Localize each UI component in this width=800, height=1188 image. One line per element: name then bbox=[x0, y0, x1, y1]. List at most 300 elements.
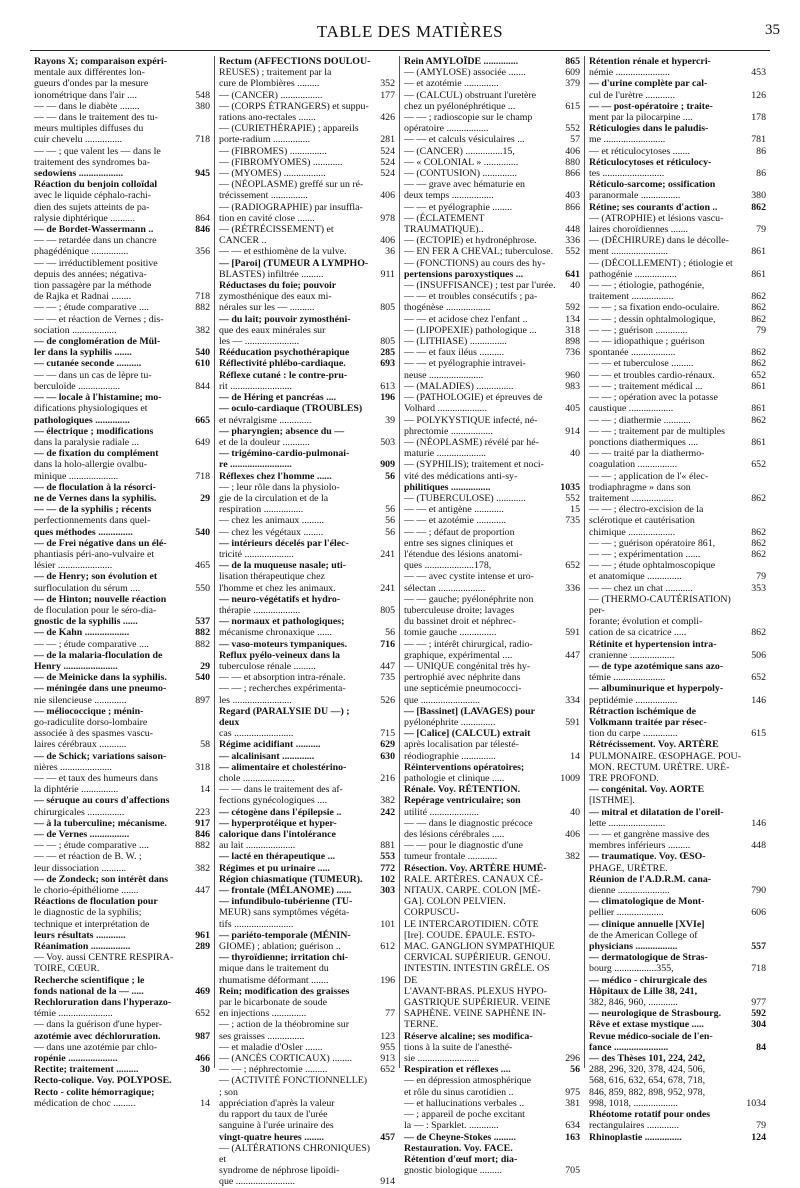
index-entry bbox=[589, 1008, 766, 1019]
index-entry-text: — (AMYLOSE) associée ....... bbox=[404, 67, 526, 79]
index-entry-text: du rapport du taux de l'urée bbox=[219, 1109, 328, 1121]
index-entry bbox=[219, 112, 395, 123]
index-entry-text: appréciation d'après la valeur bbox=[219, 1097, 335, 1109]
index-entry-text: vingt-quatre heures ........ bbox=[219, 1131, 324, 1143]
index-entry-text: porte-radium ............... bbox=[219, 134, 311, 146]
index-entry-text: et rôle du sinus carotidien .. bbox=[404, 1086, 514, 1098]
index-entry-text: — de conglomération de Mül- bbox=[34, 336, 161, 348]
index-entry-page: 1034 bbox=[746, 1097, 766, 1109]
index-entry-page: 715 bbox=[380, 728, 395, 740]
index-entry-text: tion passagère par la méthode bbox=[34, 280, 152, 292]
index-entry-text: — vaso-moteurs tympaniques. bbox=[219, 638, 348, 650]
index-entry-text: — de la malaria-floculation de bbox=[34, 649, 163, 661]
index-entry-text: chole ..................... bbox=[219, 773, 295, 784]
index-entry-text: que ........................ bbox=[219, 1176, 295, 1188]
index-entry-page: 30 bbox=[200, 1064, 210, 1076]
index-entry-page: 862 bbox=[751, 492, 766, 504]
index-entry-page: 693 bbox=[380, 358, 395, 370]
index-entry-page: 303 bbox=[380, 885, 395, 897]
index-entry-text: 382, 846, 960, ............ bbox=[589, 997, 678, 1009]
index-entry-page: 296 bbox=[565, 1053, 580, 1065]
index-entry-text: Réanimation ................ bbox=[34, 941, 131, 953]
index-entry-page: 641 bbox=[565, 268, 580, 280]
index-entry-page: 405 bbox=[565, 403, 580, 415]
index-entry-page: 612 bbox=[380, 941, 395, 953]
index-entry-page: 403 bbox=[565, 190, 580, 202]
index-entry bbox=[34, 415, 210, 426]
index-entry-text: paranormale ................ bbox=[589, 190, 681, 202]
index-entry-page: 14 bbox=[200, 784, 210, 796]
index-entry bbox=[404, 448, 580, 459]
index-entry-page: 40 bbox=[570, 448, 580, 460]
index-entry bbox=[34, 583, 210, 594]
index-entry-text: par le bicarbonate de soude bbox=[219, 997, 328, 1009]
index-entry bbox=[34, 179, 210, 190]
index-entry bbox=[34, 885, 210, 896]
index-entry-page: 448 bbox=[751, 840, 766, 852]
index-entry bbox=[589, 179, 766, 190]
index-entry-page: 123 bbox=[380, 1030, 395, 1042]
index-entry-page: 126 bbox=[751, 89, 766, 101]
index-entry bbox=[589, 930, 766, 941]
index-entry bbox=[589, 112, 766, 123]
index-entry-text: — — dans le diabète ........ bbox=[34, 100, 140, 112]
index-entry-page: 506 bbox=[751, 649, 766, 661]
index-entry-text: Réticulocytoses et réticulocy- bbox=[589, 156, 712, 168]
index-entry-text: nie silencieuse ............. bbox=[34, 694, 127, 706]
index-entry-text: respiration ................ bbox=[219, 504, 304, 516]
index-entry bbox=[404, 101, 580, 112]
index-entry-page: 960 bbox=[565, 369, 580, 381]
index-entry-text: — — irréductiblement positive bbox=[34, 257, 158, 269]
index-entry-text: — (LITHIASE) ............... bbox=[404, 336, 507, 348]
index-entry-page: 285 bbox=[380, 347, 395, 359]
index-entry bbox=[589, 616, 766, 627]
index-entry bbox=[404, 269, 580, 280]
index-entry bbox=[589, 896, 766, 907]
index-entry-page: 914 bbox=[380, 1176, 395, 1188]
index-entry-text: des lésions cérébrales ..... bbox=[404, 829, 505, 841]
index-entry-text: BLASTES) infiltrée ......... bbox=[219, 268, 324, 280]
index-entry bbox=[589, 325, 766, 336]
index-entry-text: — — ; guérison opératoire 861, bbox=[589, 537, 716, 549]
index-entry-text: — — chez un chat ........... bbox=[589, 582, 693, 594]
index-entry-text: Regard (PARALYSIE DU —) ; deux bbox=[219, 705, 350, 728]
index-entry-text: pathologiques .............. bbox=[34, 414, 130, 426]
index-entry-text: azotémie avec déchloruration. bbox=[34, 1030, 161, 1042]
index-entry-text: vité des médications anti-sy- bbox=[404, 470, 518, 482]
index-entry bbox=[404, 112, 580, 123]
index-entry bbox=[219, 325, 395, 336]
index-entry bbox=[34, 952, 210, 963]
index-entry-page: 36 bbox=[385, 246, 395, 258]
index-entry bbox=[219, 919, 395, 930]
index-entry-text: — — ; traitement par de multiples bbox=[589, 425, 726, 437]
index-entry-text: Réflectivité phlébo-cardiaque. bbox=[219, 358, 346, 370]
index-entry-text: GIOME) ; ablation; guérison .. bbox=[219, 941, 341, 953]
index-entry-page: 382 bbox=[380, 795, 395, 807]
index-entry-text: — médico - chirurgicale des bbox=[589, 974, 707, 986]
index-entry bbox=[219, 571, 395, 582]
index-entry-page: 881 bbox=[380, 840, 395, 852]
index-entry-page: 592 bbox=[565, 302, 580, 314]
index-entry bbox=[219, 269, 395, 280]
index-entry bbox=[219, 493, 395, 504]
index-entry-text: — alcalinisant ............. bbox=[219, 750, 315, 762]
index-entry bbox=[34, 930, 210, 941]
index-entry-text: deux temps ................. bbox=[404, 190, 494, 202]
index-entry-text: — [Bassinet] (LAVAGES) pour bbox=[404, 705, 536, 717]
index-entry-text: spontanée .................. bbox=[589, 347, 676, 359]
index-entry bbox=[219, 381, 395, 392]
index-entry bbox=[589, 246, 766, 257]
index-entry-text: 568, 616, 632, 654, 678, 718, bbox=[589, 1075, 706, 1087]
index-entry bbox=[404, 538, 580, 549]
index-entry bbox=[404, 358, 580, 369]
index-entry-text: calorique dans l'intolérance bbox=[219, 829, 336, 841]
index-entry bbox=[34, 683, 210, 694]
index-entry-text: — mitral et dilatation de l'oreil- bbox=[589, 806, 724, 818]
index-entry bbox=[589, 784, 766, 795]
index-entry bbox=[589, 717, 766, 728]
index-entry-page: 503 bbox=[380, 436, 395, 448]
index-entry bbox=[404, 739, 580, 750]
index-entry-text: coagulation ................ bbox=[589, 459, 678, 471]
index-entry-page: 524 bbox=[380, 168, 395, 180]
index-entry-text: ses graisses ............... bbox=[219, 1030, 305, 1042]
index-entry bbox=[219, 291, 395, 302]
index-entry-page: 79 bbox=[756, 224, 766, 236]
index-entry bbox=[219, 627, 395, 638]
index-entry bbox=[404, 280, 580, 291]
index-entry-text: — de Cheyne-Stokes ......... bbox=[404, 1131, 516, 1143]
index-entry-page: 862 bbox=[751, 291, 766, 303]
index-entry bbox=[219, 896, 395, 907]
index-entry-text: — (MYOMES) ................. bbox=[219, 168, 326, 180]
index-entry bbox=[34, 381, 210, 392]
index-entry-text: sélectan ................... bbox=[404, 582, 486, 594]
index-entry-text: — (CURIETHÉRAPIE) ; appareils bbox=[219, 123, 359, 135]
index-entry bbox=[34, 314, 210, 325]
index-entry bbox=[219, 336, 395, 347]
index-entry-page: 29 bbox=[200, 492, 210, 504]
index-entry bbox=[404, 627, 580, 638]
index-entry bbox=[219, 751, 395, 762]
index-entry-text: fections gynécologiques .... bbox=[219, 795, 328, 807]
index-entry-text: — séruque au cours d'affections bbox=[34, 795, 170, 807]
index-entry bbox=[34, 504, 210, 515]
index-entry-text: — — ; étude ophtalmoscopique bbox=[589, 560, 716, 572]
index-entry bbox=[404, 1143, 580, 1154]
index-entry bbox=[34, 571, 210, 582]
index-entry-text: — (ECTOPIE) et hydronéphrose. bbox=[404, 235, 537, 247]
index-entry bbox=[404, 840, 580, 851]
index-entry bbox=[34, 1053, 210, 1064]
index-entry bbox=[404, 1031, 580, 1042]
index-entry-page: 426 bbox=[380, 112, 395, 124]
index-entry bbox=[404, 527, 580, 538]
index-entry-text: cranienne .................. bbox=[589, 649, 675, 661]
index-entry-page: 57 bbox=[570, 134, 580, 146]
index-entry-page: 790 bbox=[751, 885, 766, 897]
index-entry-text: — — ; recherches expérimenta- bbox=[219, 683, 346, 695]
index-entry-text: phagédénique ............... bbox=[34, 246, 129, 258]
index-entry-text: au lait .................... bbox=[219, 840, 296, 852]
index-entry-page: 705 bbox=[565, 1165, 580, 1177]
index-entry-text: — lacté en thérapeutique ... bbox=[219, 851, 336, 863]
index-entry-text: — — ; radioscopie sur le champ bbox=[404, 112, 533, 124]
index-entry bbox=[404, 560, 580, 571]
index-entry bbox=[404, 751, 580, 762]
index-entry bbox=[219, 616, 395, 627]
index-entry bbox=[589, 504, 766, 515]
index-entry-page: 406 bbox=[380, 235, 395, 247]
index-entry bbox=[589, 302, 766, 313]
index-entry-text: leurs résultats ............ bbox=[34, 929, 126, 941]
index-entry bbox=[219, 224, 395, 246]
index-entry bbox=[34, 851, 210, 862]
index-entry-text: rectangulaires ............. bbox=[589, 1120, 679, 1132]
index-entry bbox=[219, 403, 395, 414]
index-entry bbox=[34, 426, 210, 437]
index-entry-page: 987 bbox=[195, 1030, 210, 1042]
index-entry-text: — — avec cystite intense et uro- bbox=[404, 571, 534, 583]
index-entry-text: — — ; dessin ophtalmologique, bbox=[589, 313, 716, 325]
index-entry-text: médication de choc ......... bbox=[34, 1097, 136, 1109]
index-entry bbox=[404, 258, 580, 269]
index-entry-text: [Ire]. COUDE. ÉPAULE. ESTO- bbox=[404, 929, 536, 941]
index-entry bbox=[589, 975, 766, 986]
index-entry-text: rit ......................... bbox=[219, 380, 292, 392]
index-entry bbox=[589, 527, 766, 538]
index-entry-text: — (ALTÉRATIONS CHRONIQUES) et bbox=[219, 1142, 371, 1165]
index-entry-text: une septicémie pneumococci- bbox=[404, 683, 522, 695]
index-entry-text: ralysie diphtérique .......... bbox=[34, 212, 135, 224]
index-entry bbox=[219, 1176, 395, 1187]
index-entry-text: — — et acidose chez l'enfant .. bbox=[404, 313, 528, 325]
index-entry-text: — normaux et pathologiques; bbox=[219, 616, 345, 628]
index-entry bbox=[219, 168, 395, 179]
index-entry bbox=[34, 358, 210, 369]
index-entry bbox=[404, 336, 580, 347]
index-entry-text: — de Héring et pancréas .... bbox=[219, 392, 337, 404]
index-entry-text: — (ANCÈS CORTICAUX) ........ bbox=[219, 1053, 352, 1065]
index-entry bbox=[34, 224, 210, 235]
index-entry bbox=[404, 202, 580, 213]
index-entry-text: Repérage ventriculaire; son bbox=[404, 795, 521, 807]
index-entry bbox=[219, 560, 395, 571]
index-entry-text: Rénale. Voy. RÉTENTION. bbox=[404, 784, 521, 796]
index-entry-page: 223 bbox=[195, 806, 210, 818]
index-entry-text: gie de la circulation et de la bbox=[219, 492, 329, 504]
index-entry bbox=[34, 538, 210, 549]
index-entry bbox=[589, 829, 766, 840]
index-entry bbox=[404, 493, 580, 504]
index-entry-text: surfloculation du sérum .... bbox=[34, 582, 141, 594]
index-entry bbox=[404, 1053, 580, 1064]
index-entry bbox=[219, 370, 395, 381]
index-entry-text: — pariéto-temporale (MÉNIN- bbox=[219, 929, 351, 941]
index-entry-page: 552 bbox=[565, 492, 580, 504]
index-entry bbox=[34, 706, 210, 717]
index-entry-text: Rétraction ischémique de bbox=[589, 705, 696, 717]
index-entry-text: forante; évolution et compli- bbox=[589, 616, 703, 628]
index-entry-page: 630 bbox=[380, 750, 395, 762]
index-entry bbox=[219, 504, 395, 515]
index-entry bbox=[589, 123, 766, 134]
index-entry bbox=[219, 134, 395, 145]
index-entry bbox=[404, 437, 580, 448]
index-entry bbox=[219, 1143, 395, 1165]
index-entry bbox=[219, 795, 395, 806]
index-entry bbox=[589, 583, 766, 594]
index-entry bbox=[34, 437, 210, 448]
index-entry-text: maturie .................... bbox=[404, 448, 487, 460]
index-entry-page: 334 bbox=[565, 694, 580, 706]
index-column-4 bbox=[585, 56, 770, 1143]
index-entry-text: réodiographie .............. bbox=[404, 750, 496, 762]
index-entry-page: 772 bbox=[380, 862, 395, 874]
index-entry bbox=[219, 392, 395, 403]
index-entry bbox=[404, 930, 580, 941]
index-entry bbox=[219, 1019, 395, 1030]
index-entry bbox=[404, 1087, 580, 1098]
index-entry bbox=[219, 459, 395, 470]
index-entry bbox=[589, 134, 766, 145]
index-entry-text: — — et troubles cardio-rénaux. bbox=[589, 369, 715, 381]
index-entry-page: 805 bbox=[380, 302, 395, 314]
index-entry bbox=[34, 235, 210, 246]
index-entry bbox=[589, 314, 766, 325]
index-entry-page: 281 bbox=[380, 134, 395, 146]
index-entry-text: que ........................ bbox=[404, 694, 480, 706]
index-entry-page: 380 bbox=[195, 100, 210, 112]
index-entry bbox=[589, 381, 766, 392]
index-entry-text: chez un pyélonéphrétique ... bbox=[404, 100, 516, 112]
index-entry bbox=[219, 706, 395, 728]
index-entry bbox=[219, 515, 395, 526]
index-entry-text: sanguine à l'urée urinaire des bbox=[219, 1120, 334, 1132]
index-entry bbox=[404, 291, 580, 302]
page-header bbox=[40, 22, 780, 46]
index-entry-text: et anatomique .............. bbox=[589, 571, 682, 583]
index-entry-page: 196 bbox=[380, 392, 395, 404]
index-entry-text: — dans une azotémie par chlo- bbox=[34, 1041, 158, 1053]
index-entry-text: — de floculation à la résorci- bbox=[34, 481, 156, 493]
index-entry-text: de the American College of bbox=[589, 929, 698, 941]
index-entry-text: en injections .............. bbox=[219, 1008, 307, 1020]
index-entry-text: — alimentaire et cholestérino- bbox=[219, 761, 347, 773]
index-entry-text: le chorio-épithéliome ....... bbox=[34, 885, 139, 897]
index-entry-text: — (DÉCHIRURE) dans le décolle- bbox=[589, 235, 729, 247]
index-entry bbox=[219, 90, 395, 101]
index-entry bbox=[589, 560, 766, 571]
index-entry-page: 882 bbox=[195, 627, 210, 639]
index-entry bbox=[589, 157, 766, 168]
index-entry-page: 977 bbox=[751, 997, 766, 1009]
index-entry-page: 356 bbox=[195, 246, 210, 258]
index-entry-text: philitiques ................ bbox=[404, 481, 491, 493]
index-entry-text: REUSES) ; traitement par la bbox=[219, 67, 332, 79]
index-entry bbox=[404, 639, 580, 650]
index-entry bbox=[589, 101, 766, 112]
index-entry-text: — (CORPS ÉTRANGERS) et suppu- bbox=[219, 100, 369, 112]
index-entry-text: — (DÉCOLLEMENT) ; étiologie et bbox=[589, 257, 733, 269]
index-entry-text: tumeur frontale ............ bbox=[404, 851, 498, 863]
index-entry bbox=[219, 314, 395, 325]
index-entry bbox=[219, 1120, 395, 1131]
index-entry bbox=[34, 258, 210, 269]
index-entry bbox=[589, 235, 766, 246]
index-entry-page: 524 bbox=[380, 156, 395, 168]
index-entry bbox=[219, 1165, 395, 1176]
index-entry-text: — — dans le traitement des af- bbox=[219, 784, 343, 796]
index-entry-text: TERNE. bbox=[404, 1019, 439, 1031]
index-entry-text: — — et absorption intra-rénale. bbox=[219, 672, 346, 684]
index-entry bbox=[219, 482, 395, 493]
index-entry bbox=[34, 134, 210, 145]
index-entry-text: — — ; expérimentation ...... bbox=[589, 548, 701, 560]
index-entry bbox=[589, 661, 766, 672]
index-entry-text: — de Schick; variations saison- bbox=[34, 750, 167, 762]
index-entry bbox=[589, 392, 766, 403]
index-entry-text: laires choroïdiennes ....... bbox=[589, 224, 688, 236]
index-entry bbox=[34, 963, 210, 974]
index-entry-text: Volkmann traitée par résec- bbox=[589, 716, 707, 728]
index-entry-text: nières ..................... bbox=[34, 761, 112, 773]
index-entry bbox=[589, 146, 766, 157]
index-entry-text: pathogénie ................. bbox=[589, 268, 677, 280]
index-entry-page: 352 bbox=[380, 78, 395, 90]
index-entry-page: 862 bbox=[751, 358, 766, 370]
index-entry-page: 716 bbox=[380, 638, 395, 650]
index-entry-text: laires cérébraux ........... bbox=[34, 739, 127, 751]
index-entry-page: 862 bbox=[751, 627, 766, 639]
index-entry-text: — (FIBROMYOMES) ............ bbox=[219, 156, 343, 168]
index-entry bbox=[34, 269, 210, 280]
index-entry-text: — trigémino-cardio-pulmonai- bbox=[219, 448, 350, 460]
index-entry-text: — thyroïdienne; irritation chi- bbox=[219, 952, 349, 964]
index-entry-page: 862 bbox=[751, 302, 766, 314]
index-entry-page: 537 bbox=[195, 616, 210, 628]
index-entry-text: — — et pyélographie ........ bbox=[404, 201, 513, 213]
index-entry bbox=[589, 291, 766, 302]
index-entry-text: Résection. Voy. ARTÈRE HUMÉ- bbox=[404, 862, 547, 874]
index-entry-page: 353 bbox=[751, 582, 766, 594]
index-entry bbox=[404, 78, 580, 89]
index-entry bbox=[589, 919, 766, 930]
index-entry-page: 735 bbox=[565, 515, 580, 527]
index-entry-page: 406 bbox=[380, 190, 395, 202]
index-entry-page: 652 bbox=[195, 1008, 210, 1020]
index-entry-text: et de la douleur ........... bbox=[219, 436, 310, 448]
index-entry bbox=[34, 471, 210, 482]
index-entry bbox=[219, 1042, 395, 1053]
index-entry-text: Rétrécissement. Voy. ARTÈRE bbox=[589, 739, 719, 751]
index-entry-page: 862 bbox=[751, 414, 766, 426]
index-entry-text: gnostic biologique ......... bbox=[404, 1165, 502, 1177]
index-entry bbox=[219, 1031, 395, 1042]
index-entry bbox=[404, 325, 580, 336]
index-entry bbox=[404, 459, 580, 470]
index-entry-page: 382 bbox=[565, 851, 580, 863]
index-entry-page: 652 bbox=[751, 459, 766, 471]
index-entry-text: — de Kahn .................. bbox=[34, 627, 130, 639]
index-entry bbox=[589, 773, 766, 784]
index-entry bbox=[589, 885, 766, 896]
index-entry-text: — — locale à l'histamine; mo- bbox=[34, 392, 162, 404]
index-entry-page: 983 bbox=[565, 380, 580, 392]
